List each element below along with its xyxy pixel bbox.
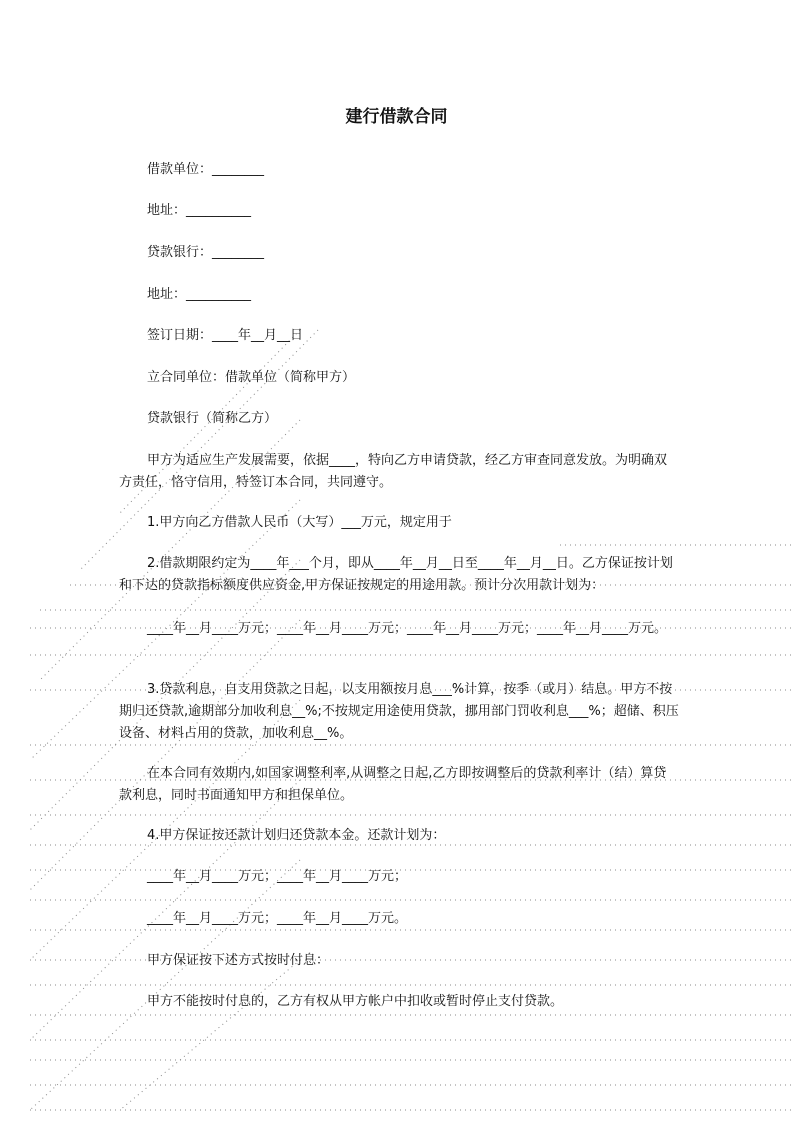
intro-paragraph: 甲方为适应生产发展需要，依据____，特向乙方申请贷款，经乙方审查同意发放。为明确双方责任，恪守信用，特签订本合同，共同遵守。 [119,453,668,490]
clause-1: 1.甲方向乙方借款人民币（大写）___万元，规定用于 [147,515,452,530]
repayment-plan-1: ____年__月____万元；____年__月____万元； [147,869,408,884]
bank-address-line: 地址：__________ [147,287,252,302]
party-b-line: 贷款银行（简称乙方） [147,411,278,426]
borrower-address-line: 地址：__________ [147,203,252,218]
interest-method-line: 甲方保证按下述方式按时付息： [147,953,330,968]
clause-3: 3.贷款利息，自支用贷款之日起，以支用额按月息___%计算，按季（或月）结息。甲方不按期归还贷款,逾期部分加收利息__%;不按规定用途使用贷款，挪用部门罚收利息___%；超储、积压设备、材料占用的贷款，加收利息__%。 [119,682,679,741]
borrower-line: 借款单位：________ [147,162,265,177]
bank-line: 贷款银行：________ [147,245,265,260]
document-title: 建行借款合同 [345,107,448,127]
sign-date-line: 签订日期：____年__月__日 [147,328,304,343]
clause-4: 4.甲方保证按还款计划归还贷款本金。还款计划为： [147,828,446,843]
repayment-plan-2: ____年__月____万元；____年__月____万元。 [147,911,408,926]
default-clause: 甲方不能按时付息的，乙方有权从甲方帐户中扣收或暂时停止支付贷款。 [147,994,564,1009]
party-a-line: 立合同单位：借款单位（简称甲方） [147,370,356,385]
rate-adjustment-paragraph: 在本合同有效期内,如国家调整利率,从调整之日起,乙方即按调整后的贷款利率计（结）算贷款利息，同时书面通知甲方和担保单位。 [119,766,667,803]
usage-plan: ____年__月____万元；____年__月____万元；____年__月____万元；____年__月____万元。 [147,621,668,636]
clause-2: 2.借款期限约定为____年___个月，即从____年__月__日至____年__月__日。乙方保证按计划和下达的贷款指标额度供应资金,甲方保证按规定的用途用款。预计分次用款计划为： [119,556,673,593]
